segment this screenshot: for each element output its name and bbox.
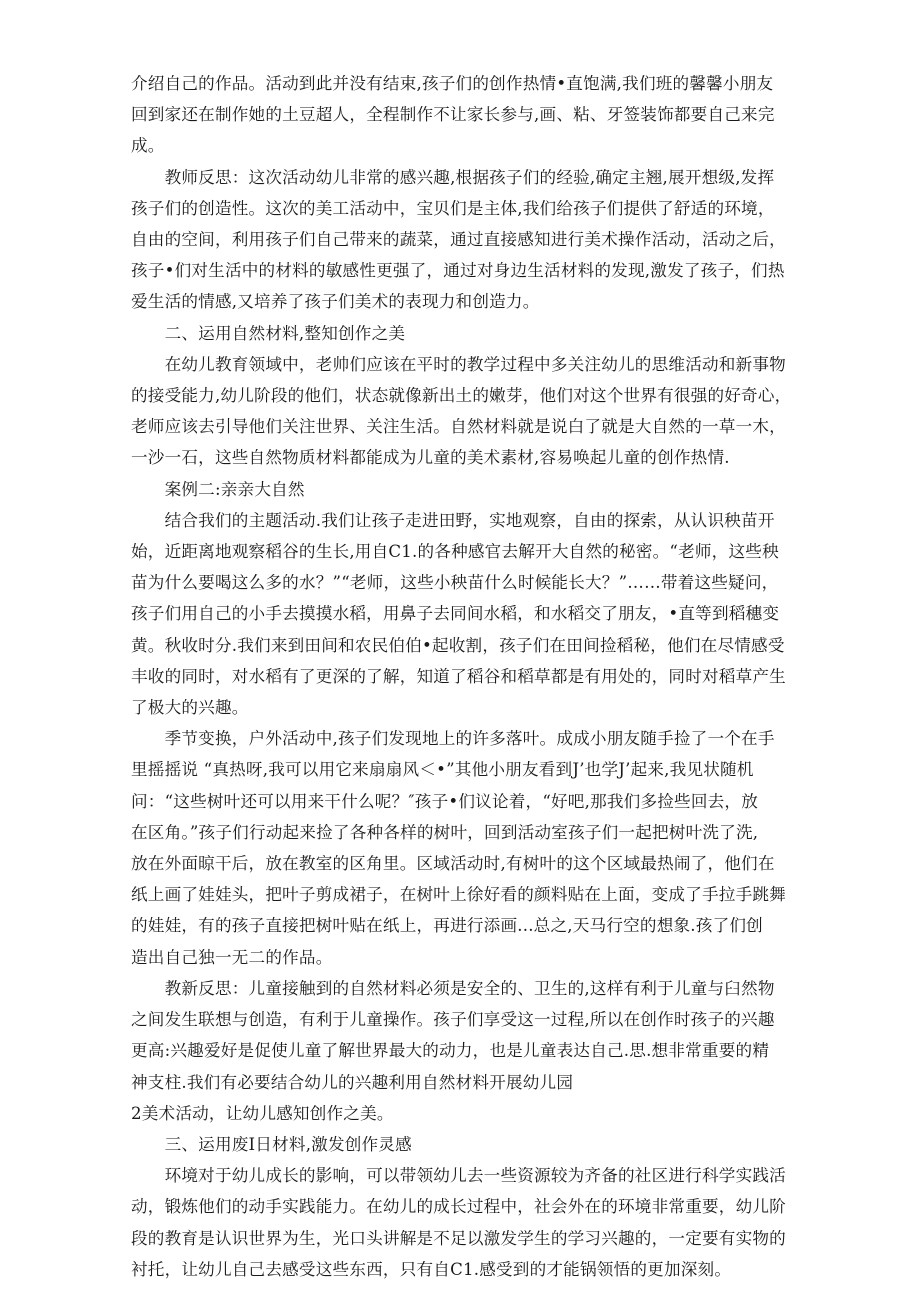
text-line: 案例二:亲亲大自然	[131, 479, 305, 499]
text-line: 回到家还在制作她的土豆超人，全程制作不让家长参与,画、粘、牙签装饰都要自己来完	[131, 105, 775, 125]
text-line: 里摇摇说 “真热呀,我可以用它来扇扇风＜•”其他小朋友看到J’也学J’起来,我见状随机	[131, 760, 754, 780]
text-line: 段的教育是认识世界为生，光口头讲解是不足以激发学生的学习兴趣的，一定要有实物的	[131, 1228, 786, 1248]
paragraph	[131, 505, 796, 723]
text-line: 始，近距离地观察稻谷的生长,用自C1.的各种感官去解开大自然的秘密。“老师，这些秧	[131, 542, 779, 562]
text-line: 衬托，让幼儿自己去感受这些东西，只有自C1.感受到的才能锅领悟的更加深刻。	[131, 1259, 732, 1279]
text-line: 老师应该去引导他们关注世界、关注生活。自然材料就是说白了就是大自然的一草一木，	[131, 417, 786, 437]
text-line: 纸上画了娃娃头，把叶子剪成裙子，在树叶上徐好看的颜料贴在上面，变成了手拉手跳舞	[131, 885, 786, 905]
text-line: 动，锻炼他们的动手实践能力。在幼儿的成长过程中，社会外在的环境非常重要，幼儿阶	[131, 1197, 786, 1217]
text-line: 二、运用自然材料,整知创作之美	[131, 323, 406, 343]
paragraph	[131, 349, 796, 474]
text-line: 爱生活的情感,又培养了孩子们美术的表现力和创造力。	[131, 292, 540, 312]
paragraph	[131, 973, 796, 1129]
paragraph	[131, 1160, 796, 1285]
text-line: 成。	[131, 136, 165, 156]
text-line: 三、运用废I日材料,激发创作灵感	[131, 1134, 412, 1154]
text-line: 了极大的兴趣。	[131, 698, 249, 718]
text-line: 2美术活动，让幼儿感知创作之美。	[131, 1103, 394, 1123]
text-line: 教新反思：儿童接触到的自然材料必须是安全的、卫生的,这样有利于儿童与臼然物	[131, 978, 775, 998]
text-line: 的娃娃，有的孩子直接把树叶贴在纸上，再进行添画...总之,天马行空的想象.孩了们创	[131, 916, 763, 936]
text-line: 季节变换，户外活动中,孩子们发现地上的许多落叶。成成小朋友随手捡了一个在手	[131, 729, 775, 749]
text-line: 教师反思：这次活动幼儿非常的感兴趣,根据孩子们的经验,确定主翘,展开想级,发挥	[131, 167, 775, 187]
text-line: 更高:兴趣爱好是促使儿童了解世界最大的动力，也是儿童表达自己.思.想非常重要的精	[131, 1041, 770, 1061]
text-line: 神支柱.我们有必要结合幼儿的兴趣利用自然材料开展幼儿园	[131, 1072, 574, 1092]
text-line: 环境对于幼儿成长的影响，可以带领幼儿去一些资源较为齐备的社区进行科学实践活	[131, 1166, 786, 1186]
document-body	[131, 68, 796, 1285]
text-line: 介绍自己的作品。活动到此并没有结束,孩子们的创作热情•直饱满,我们班的馨馨小朋友	[131, 74, 774, 93]
text-line: 孩子•们对生活中的材料的敏感性更强了，通过对身边生活材料的发现,激发了孩子，们热	[131, 261, 785, 281]
paragraph	[131, 723, 796, 973]
text-line: 丰收的同时，对水稻有了更深的了解，知道了稻谷和稻草都是有用处的，同时对稻草产生	[131, 666, 786, 686]
text-line: 苗为什么要喝这么多的水？”“老师，这些小秧苗什么时候能长大？”……带着这些疑问，	[131, 573, 779, 593]
text-line: 之间发生联想与创造，有利于儿童操作。孩子们享受这一过程,所以在创作时孩子的兴趣	[131, 1010, 775, 1030]
text-line: 黄。秋收时分.我们来到田间和农民伯伯•起收割，孩子们在田间捡稻秘，他们在尽情感受	[131, 635, 785, 655]
section-heading	[131, 318, 796, 349]
text-line: 一沙一石，这些自然物质材料都能成为儿童的美术素材,容易唤起儿童的创作热情.	[131, 448, 730, 468]
section-heading	[131, 474, 796, 505]
text-line: 自由的空间，利用孩子们自己带来的蔬菜，通过直接感知进行美术操作活动，活动之后，	[131, 230, 786, 250]
section-heading	[131, 1129, 796, 1160]
text-line: 放在外面晾干后，放在教室的区角里。区域活动时,有树叶的这个区域最热闹了，他们在	[131, 854, 775, 874]
paragraph	[131, 68, 796, 162]
text-line: 造出自己独一无二的作品。	[131, 947, 333, 967]
text-line: 的接受能力,幼儿阶段的他们，状态就像新出土的嫩芽，他们对这个世界有很强的好奇心，	[131, 386, 792, 406]
text-line: 孩子们用自己的小手去摸摸水稻，用鼻子去同间水稻，和水稻交了朋友，•直等到稻穗变	[131, 604, 780, 624]
paragraph	[131, 162, 796, 318]
text-line: 孩子们的创造性。这次的美工活动中，宝贝们是主体,我们给孩子们提供了舒适的环境，	[131, 198, 775, 218]
text-line: 问：“这些树叶还可以用来干什么呢？″孩子•们议论着，“好吧,那我们多捡些回去，放	[131, 791, 759, 811]
text-line: 在幼儿教育领域中，老帅们应该在平时的教学过程中多关注幼儿的思维活动和新事物	[131, 354, 786, 374]
text-line: 在区角。”孩子们行动起来捡了各种各样的树叶，回到活动室孩子们一起把树叶洗了洗,	[131, 822, 759, 842]
text-line: 结合我们的主题活动.我们让孩子走进田野，实地观察，自由的探索，从认识秧苗开	[131, 510, 775, 530]
